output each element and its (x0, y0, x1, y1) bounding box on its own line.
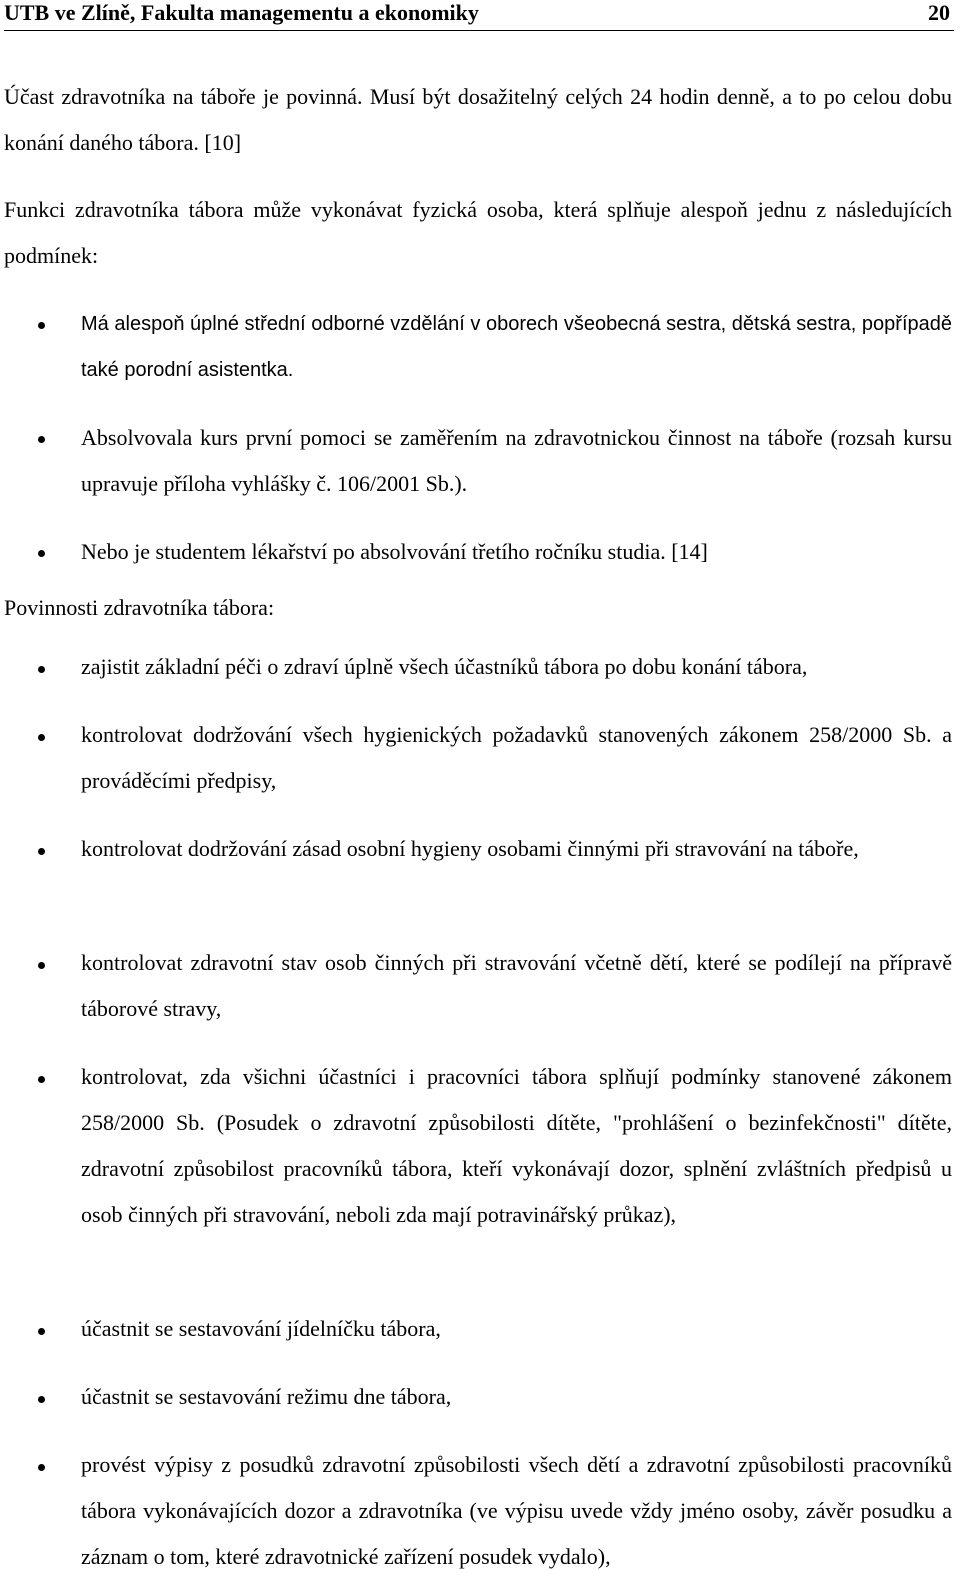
paragraph-medic-presence: Účast zdravotníka na táboře je povinná. Musí být dosažitelný celých 24 hodin denně, a to po celou dobu konání daného tábora. [10] (4, 84, 952, 155)
paragraph-medic-qualification: Funkci zdravotníka tábora může vykonávat fyzická osoba, která splňuje alespoň jednu z následujících podmínek: (4, 197, 952, 268)
bullet-dot (38, 322, 45, 329)
list-item: kontrolovat zdravotní stav osob činných při stravování včetně dětí, které se podílejí na přípravě táborové stravy, (81, 950, 952, 1021)
bullet-dot (38, 848, 45, 855)
bullet-dot (38, 1328, 45, 1335)
bullet-dot (38, 1396, 45, 1403)
list-item: zajistit základní péči o zdraví úplně všech účastníků tábora po dobu konání tábora, (81, 654, 808, 679)
list-item: Absolvovala kurs první pomoci se zaměřením na zdravotnickou činnost na táboře (rozsah kursu upravuje příloha vyhlášky č. 106/2001 Sb.). (81, 425, 952, 496)
list-item: Nebo je studentem lékařství po absolvování třetího ročníku studia. [14] (81, 539, 708, 564)
list-item: Má alespoň úplné střední odborné vzdělání v oborech všeobecná sestra, dětská sestra, popřípadě také porodní asistentka. (81, 313, 952, 381)
bullet-dot (38, 666, 45, 673)
list-item: kontrolovat dodržování zásad osobní hygieny osobami činnými při stravování na táboře, (81, 836, 859, 861)
list-item: účastnit se sestavování jídelníčku tábora, (81, 1316, 441, 1341)
bullet-dot (38, 436, 45, 443)
bullet-dot (38, 1464, 45, 1471)
running-header (4, 0, 954, 31)
bullet-dot (38, 1076, 45, 1083)
list-item: kontrolovat dodržování všech hygienických požadavků stanovených zákonem 258/2000 Sb. a prováděcími předpisy, (81, 722, 952, 793)
bullet-dot (38, 550, 45, 557)
list-item: účastnit se sestavování režimu dne tábora, (81, 1384, 452, 1409)
page-number: 20 (928, 0, 950, 25)
list-item: provést výpisy z posudků zdravotní způsobilosti všech dětí a zdravotní způsobilosti pracovníků tábora vykonávajících dozor a zdravotníka (ve výpisu uvede vždy jméno osoby, závěr posudku a záznam o tom, které zdravotnické zařízení posudek vydalo), (81, 1452, 952, 1569)
bullet-dot (38, 962, 45, 969)
paragraph-duties-heading: Povinnosti zdravotníka tábora: (4, 595, 275, 620)
header-title: UTB ve Zlíně, Fakulta managementu a ekonomiky (4, 0, 479, 25)
list-item: kontrolovat, zda všichni účastníci i pracovníci tábora splňují podmínky stanovené zákonem 258/2000 Sb. (Posudek o zdravotní způsobilosti dítěte, "prohlášení o bezinfekčnosti" dítěte, zdravotní způsobilost pracovníků tábora, kteří vykonávají dozor, splnění zvláštních předpisů u osob činných při stravování, neboli zda mají potravinářský průkaz), (81, 1064, 952, 1227)
bullet-dot (38, 734, 45, 741)
